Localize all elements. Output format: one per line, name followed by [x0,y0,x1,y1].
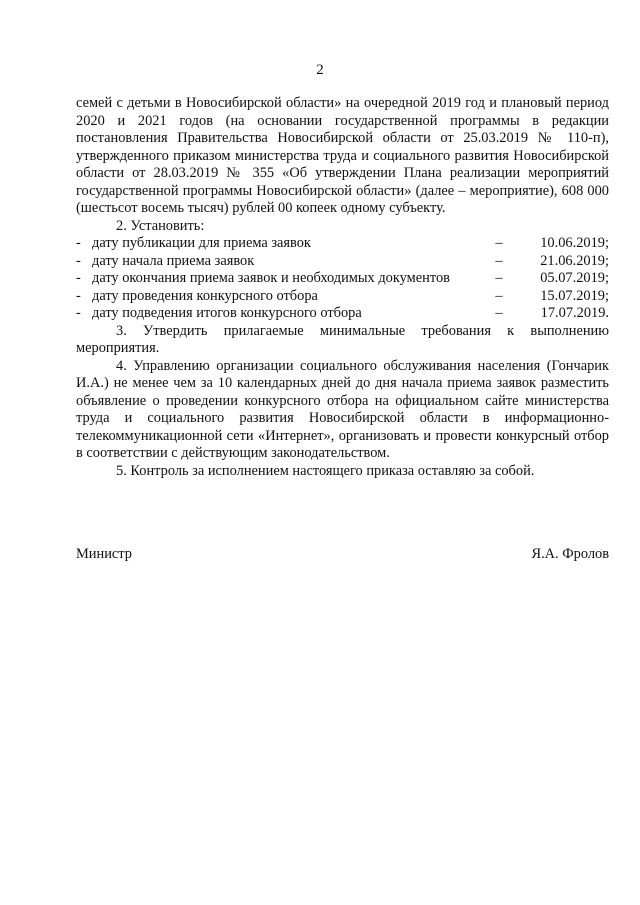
paragraph-intro: семей с детьми в Новосибирской области» на очередной 2019 год и плановый период 2020 и 2021 годов (на основании государственной программы в редакции постановления Правительства Новосибирской области от 25.03.2019 № 110-п), утвержденного приказом министерства труда и социального развития Новосибирской области от 28.03.2019 № 355 «Об утверждении Плана реализации мероприятий государственной программы Новосибирской области» (далее – мероприятие), 608 000 (шестьсот восемь тысяч) рублей 00 копеек одному субъекту. [76,95,609,216]
list-bullet: - [76,287,81,304]
date-value: 10.06.2019; [540,235,609,251]
list-bullet: - [76,270,81,286]
date-label: дату начала приема заявок [92,252,255,269]
paragraph-item-2: 2. Установить: [116,217,205,234]
date-dash: – [495,252,503,269]
date-value: 21.06.2019; [540,252,609,269]
date-value: 15.07.2019; [540,287,609,304]
paragraph-item-4: 4. Управлению организации социального обслуживания населения (Гончарик И.А.) не менее чем за 10 календарных дней до дня начала приема заявок разместить объявление о проведении конкурсного отбора на официальном сайте министерства труда и социального развития Новосибирской области в информационно-телекоммуникационной сети «Интернет», организовать и провести конкурсный отбор в соответствии с действующим законодательством. [76,357,609,461]
list-bullet: - [76,235,81,251]
date-row [76,305,609,323]
date-row [76,253,609,271]
date-dash: – [495,270,503,286]
paragraph-item-5: 5. Контроль за исполнением настоящего приказа оставляю за собой. [116,462,535,479]
date-label: дату проведения конкурсного отбора [92,287,318,304]
date-row [76,288,609,306]
date-row [76,270,609,288]
signatory-name: Я.А. Фролов [531,546,609,562]
list-bullet: - [76,252,81,269]
date-dash: – [495,287,503,304]
date-dash: – [495,235,503,251]
date-value: 17.07.2019. [540,305,609,321]
date-dash: – [495,305,503,321]
page-number: 2 [316,62,324,78]
date-label: дату окончания приема заявок и необходимых документов [92,270,450,286]
signature-block [76,546,609,563]
date-label: дату публикации для приема заявок [92,235,311,251]
dates-list [76,235,609,323]
list-bullet: - [76,305,81,321]
document-body [76,95,609,480]
paragraph-item-3: 3. Утвердить прилагаемые минимальные требования к выполнению мероприятия. [76,322,609,356]
date-value: 05.07.2019; [540,270,609,286]
signatory-position: Министр [76,546,132,562]
date-row [76,235,609,253]
date-label: дату подведения итогов конкурсного отбора [92,305,362,321]
